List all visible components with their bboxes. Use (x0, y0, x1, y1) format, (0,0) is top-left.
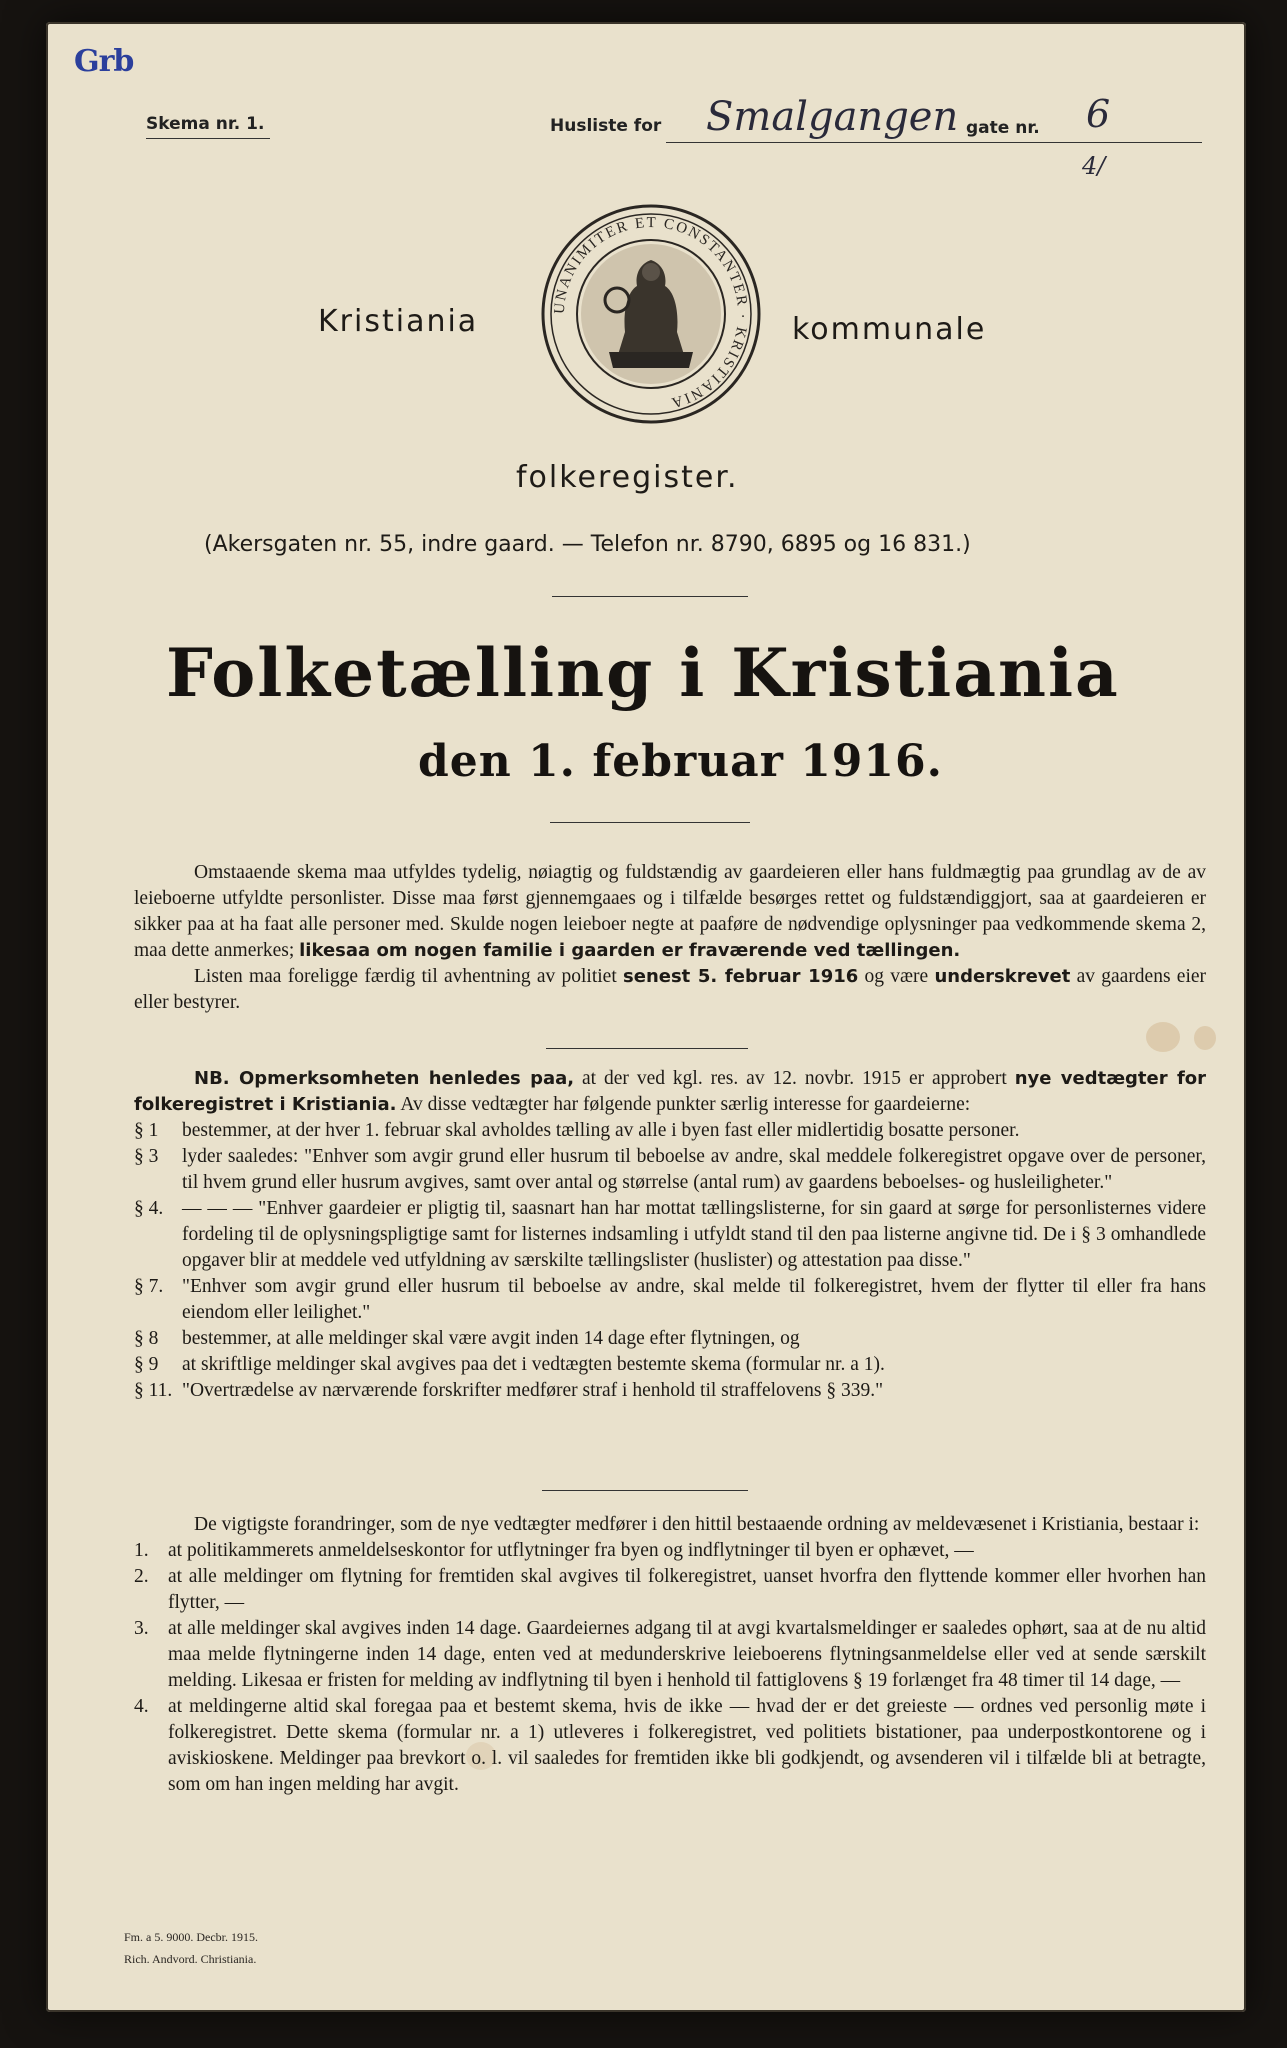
item-number: 3. (134, 1618, 149, 1639)
intro-owner: av gaardens eier eller bestyrer. (134, 966, 1207, 1013)
org-name-right: kommunale (792, 312, 987, 347)
sub-number: 4/ (1082, 152, 1106, 180)
intro-deadline-text: Listen maa foreligge færdig til avhentning av politiet (194, 966, 617, 987)
printer-line-2: Rich. Andvord. Christiania. (124, 1952, 257, 1966)
intro-bold: likesaa om nogen familie i gaarden er fraværende ved tællingen. (299, 940, 961, 961)
intro-signed: underskrevet (934, 966, 1071, 987)
nb-section (134, 1066, 1206, 1404)
item-number: § 3 (134, 1146, 159, 1167)
item-text: at alle meldinger skal avgives inden 14 dage. Gaardeiernes adgang til at avgi kvartalsmeldinger er saaledes ophørt, saa at de nu altid maa melde flytningerne inden 14 dage, enten ved at medunderskrive leieboerens flytningsanmeldelse eller ved at sende særskilt melding. Likesaa er fristen for melding av indflytning til byen i henhold til fattiglovens § 19 forlænget fra 48 timer til 14 dage, — (168, 1618, 1206, 1691)
item-text: bestemmer, at der hver 1. februar skal avholdes tælling av alle i byen fast eller midlertidig bosatte personer. (182, 1120, 1020, 1141)
item-text: at skriftlige meldinger skal avgives paa det i vedtægten bestemte skema (formular nr. a 1). (182, 1354, 885, 1375)
item-text: at politikammerets anmeldelseskontor for utflytninger fra byen og indflytninger til byen er ophævet, — (168, 1540, 974, 1561)
skema-number: Skema nr. 1. (146, 114, 265, 134)
list-item (134, 1196, 1206, 1274)
list-item (134, 1694, 1206, 1798)
item-number: 1. (134, 1540, 149, 1561)
printer-line-1: Fm. a 5. 9000. Decbr. 1915. (124, 1930, 258, 1944)
gate-label: gate nr. (966, 118, 1040, 138)
intro-paragraph: Omstaaende skema maa utfyldes tydelig, nøiagtig og fuldstændig av gaardeieren eller hans fuldmægtig paa grundlag av de av leieboerne utfyldte personlister. Disse maa først gjennemgaaes og i tilfælde besørges rettet og fuldstændiggjort, saa at gaardeieren er sikker paa at ha faat alle personer med. Skulde nogen leieboer negte at paaføre de nødvendige oplysninger paa vedkommende skema 2, maa dette anmerkes; (134, 862, 1206, 961)
item-number: 2. (134, 1566, 149, 1587)
item-text: bestemmer, at alle meldinger skal være avgit inden 14 dage efter flytningen, og (182, 1328, 800, 1349)
gate-number: 6 (1086, 92, 1111, 136)
list-item (134, 1616, 1206, 1694)
item-number: § 7. (134, 1276, 164, 1297)
list-item (134, 1118, 1206, 1144)
item-number: § 1 (134, 1120, 159, 1141)
item-number: § 11. (134, 1380, 173, 1401)
item-number: 4. (134, 1696, 149, 1717)
item-number: § 4. (134, 1198, 164, 1219)
item-number: § 9 (134, 1354, 159, 1375)
intro-section (134, 860, 1206, 1016)
paper-stain (1194, 1026, 1216, 1050)
list-item (134, 1564, 1206, 1616)
document-title: Folketælling i Kristiania (166, 634, 1120, 712)
list-item (134, 1274, 1206, 1326)
list-item (134, 1144, 1206, 1196)
nb-lead: NB. Opmerksomheten henledes paa, (194, 1068, 575, 1089)
document-date: den 1. februar 1916. (418, 736, 943, 787)
item-text: "Overtrædelse av nærværende forskrifter medfører straf i henhold til straffelovens § 339." (182, 1380, 884, 1401)
nb-bold: nye vedtægter for folkeregistret i Kristiania. (134, 1068, 1207, 1115)
item-text: — — — "Enhver gaardeier er pligtig til, saasnart han har mottat tællingslisterne, for sin gaard at sørge for personlisternes videre fordeling til de oplysningspligtige samt for listernes indsamling i utfyldt stand til den paa listerne angivne tid. De i § 3 omhandlede opgaver blir at meddele ved utfyldning av særskilte tællingslister (huslister) og attestation paa disse." (182, 1198, 1206, 1271)
nb-text: at der ved kgl. res. av 12. novbr. 1915 er approbert (582, 1068, 1007, 1089)
item-text: "Enhver som avgir grund eller husrum til beboelse av andre, skal melde til folkeregistret, hvem der flytter til eller fra hans eiendom eller leilighet." (182, 1276, 1206, 1323)
item-text: at meldingerne altid skal foregaa paa et bestemt skema, hvis de ikke — hvad der er det greieste — ordnes ved personlig møte i folkeregistret. Dette skema (formular nr. a 1) utleveres i folkeregistret, ved politiets bistationer, paa underpostkontorene og i aviskioskene. Meldinger paa brevkort o. l. vil saaledes for fremtiden ikke bli godkjendt, og avsenderen vil i tilfælde bli at betragte, som om han ingen melding har avgit. (168, 1696, 1206, 1795)
list-item (134, 1538, 1206, 1564)
intro-deadline-mid: og være (864, 966, 929, 987)
org-name-left: Kristiania (318, 304, 479, 339)
changes-section (134, 1512, 1206, 1798)
city-seal-icon (539, 202, 763, 426)
street-name: Smalgangen (706, 94, 959, 140)
item-text: at alle meldinger om flytning for fremtiden skal avgives til folkeregistret, uanset hvorfra den flyttende kommer eller hvorhen han flytter, — (168, 1566, 1206, 1613)
item-text: lyder saaledes: "Enhver som avgir grund eller husrum til beboelse av andre, skal meddele folkeregistret opgave over de personer, til hvem grund eller husrum avgives, samt over antal og størrelse (antal rum) av gaardens beboelses- og husleiligheter." (182, 1146, 1206, 1193)
paper-stain (1146, 1022, 1180, 1052)
office-address: (Akersgaten nr. 55, indre gaard. — Telefon nr. 8790, 6895 og 16 831.) (204, 532, 971, 557)
archive-stamp: Grb (74, 44, 134, 79)
office-name: folkeregister. (516, 460, 739, 495)
nb-after: Av disse vedtægter har følgende punkter særlig interesse for gaardeierne: (400, 1094, 971, 1115)
husliste-label: Husliste for (550, 116, 662, 136)
list-item (134, 1378, 1206, 1404)
census-form-sheet (46, 22, 1246, 2012)
list-item (134, 1352, 1206, 1378)
changes-intro: De vigtigste forandringer, som de nye vedtægter medfører i den hittil bestaaende ordning av meldevæsenet i Kristiania, bestaar i: (194, 1514, 1200, 1535)
seal-ring-text: UNANIMITER ET CONSTANTER · KRISTIANIA (551, 214, 751, 411)
item-number: § 8 (134, 1328, 159, 1349)
intro-deadline: senest 5. februar 1916 (623, 966, 859, 987)
list-item (134, 1326, 1206, 1352)
